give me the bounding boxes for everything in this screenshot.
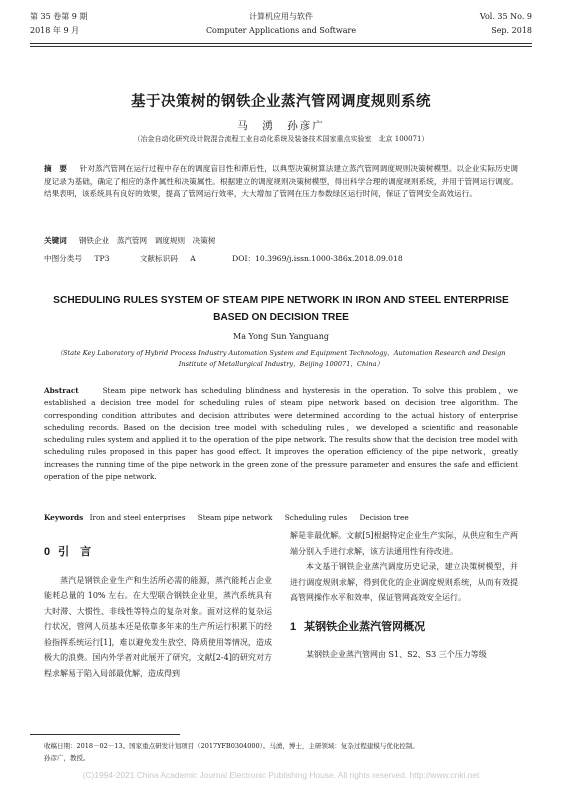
keywords-zh-label: 关键词: [44, 236, 67, 245]
body-column-left: [44, 537, 272, 681]
date-zh: 2018 年 9 月: [30, 26, 80, 35]
journal-name-en: Computer Applications and Software: [205, 26, 357, 35]
section-heading-0: [44, 545, 272, 561]
authors-en: Ma Yong Sun Yanguang: [233, 332, 329, 341]
classification-line: [44, 253, 518, 265]
intro-paragraph-cont: 解是非最优解。文献[5]根据特定企业生产实际，从供应和生产两端分别入手进行求解，该方法通用性有待改进。: [290, 531, 518, 556]
doc-code-value: A: [190, 254, 196, 263]
body-column-right: [290, 528, 518, 663]
copyright-watermark: (C)1994-2021 China Academic Journal Electronic Publishing House. All rights reserved. http://www.cnki.net: [82, 770, 480, 780]
volume-en: Vol. 35 No. 9: [479, 12, 532, 21]
keyword-en: Iron and steel enterprises: [89, 513, 186, 522]
keywords-en: [44, 512, 518, 524]
section1-paragraph: 某钢铁企业蒸汽管网由 S1、S2、S3 三个压力等级: [306, 650, 487, 659]
footnote: [44, 740, 518, 764]
section-number: 1: [290, 620, 297, 633]
authors-zh: 马 湧 孙彦广: [237, 120, 325, 132]
journal-name-zh: 计算机应用与软件: [249, 12, 313, 21]
section-title: 引 言: [58, 546, 92, 558]
abstract-zh-label: 摘 要: [44, 164, 68, 173]
intro-paragraph: 蒸汽是钢铁企业生产和生活所必需的能源，蒸汽能耗占企业能耗总量的 10% 左右。在大型联合钢铁企业里，蒸汽系统具有大时滞、大惯性、非线性等特点的复杂对象。面对这样的复杂运行状况，管网人员基本还是依靠多年来的生产所运行积累下的经验指挥系统运行[1]，难以避免发生放空、降质使用等情况，造成极大的浪费。国内外学者对此展开了研究，文献[2-4]的研究对方程求解易于陷入局部最优解，造成得到: [44, 575, 272, 678]
abstract-zh: [44, 163, 518, 201]
header-center: [30, 10, 532, 38]
abstract-en-label: Abstract: [44, 386, 79, 395]
header-right: [480, 10, 532, 38]
date-en: Sep. 2018: [491, 26, 532, 35]
clc-value: TP3: [94, 254, 110, 263]
paper-title-zh: 基于决策树的钢铁企业蒸汽管网调度规则系统: [131, 93, 431, 110]
footnote-rule: [30, 734, 180, 735]
clc-label: 中图分类号: [44, 254, 82, 263]
affiliation-zh: （冶金自动化研究设计院混合流程工业自动化系统及装备技术国家重点实验室 北京 100071）: [133, 135, 429, 143]
running-header: [30, 10, 532, 40]
paper-title-en: SCHEDULING RULES SYSTEM OF STEAM PIPE NETWORK IN IRON AND STEEL ENTERPRISE BASED ON DECISION TREE: [53, 295, 509, 323]
doc-code-label: 文献标识码: [139, 254, 178, 263]
keyword-en: Steam pipe network: [197, 513, 273, 522]
doi: DOI：10.3969/j.issn.1000-386x.2018.09.018: [232, 254, 403, 263]
section-heading-1: [290, 620, 518, 636]
volume-zh: 第 35 卷第 9 期: [30, 12, 88, 21]
abstract-en: [44, 385, 518, 483]
keywords-en-label: Keywords: [44, 513, 84, 522]
abstract-zh-text: 针对蒸汽管网在运行过程中存在的调度盲目性和滞后性，以典型决策树算法建立蒸汽管网调度规则决策树模型。以企业实际历史调度记录为基础，确定了相应的条件属性和决策属性。根据建立的调度规则决策树模型，得出科学合理的调度规则系统，并用于管网运行调度。结果表明，该系统具有良好的效果，提高了管网运行效率，大大增加了管网在压力参数绿区运行时间，保证了管网安全高效运行。: [44, 164, 518, 199]
keywords-zh: [44, 235, 518, 247]
footnote-line: 收稿日期：2018－02－13。国家重点研发计划项目（2017YFB0304000）。马湧，博士，主研领域：复杂过程建模与优化控制。: [44, 742, 419, 750]
intro-paragraph-2: 本文基于钢铁企业蒸汽调度历史记录，建立决策树模型，并进行调度规则求解，得到优化的企业调度规则系统，从而有效提高管网操作水平和效率，保证管网高效安全运行。: [290, 562, 518, 602]
footnote-line: 孙彦广，教授。: [44, 754, 90, 762]
section-title: 某钢铁企业蒸汽管网概况: [304, 620, 426, 633]
keyword-en: Decision tree: [359, 513, 409, 522]
section-number: 0: [44, 546, 51, 558]
keywords-en-list: [90, 513, 419, 522]
affiliation-en: （State Key Laboratory of Hybrid Process Industry Automation System and Equipment Technology，Automation Research and Design Institute of Metallurgical Industry，Beijing 100071，China）: [56, 349, 506, 368]
header-rule-thin: [30, 46, 532, 47]
keywords-zh-list: 钢铁企业 蒸汽管网 调度规则 决策树: [78, 236, 216, 245]
header-rule: [30, 43, 532, 44]
keyword-en: Scheduling rules: [284, 513, 348, 522]
abstract-en-text: Steam pipe network has scheduling blindness and hysteresis in the operation. To solve this problem，we established a decision tree model for scheduling rules of steam pipe network based on decision tree algorithm. The corresponding condition attributes and decision attributes were determined according to the actual history of enterprise scheduling records. Based on the decision tree model with scheduling rules，we developed a scientific and reasonable scheduling rules system and applied it to the operation of the pipe network. The results show that the decision tree model with scheduling rules proposed in this paper has good effect. It improves the operation efficiency of the pipe network，greatly increases the running time of the pipe network in the green zone of the pressure parameter and ensures the safe and efficient operation of the pipe network.: [44, 386, 518, 482]
